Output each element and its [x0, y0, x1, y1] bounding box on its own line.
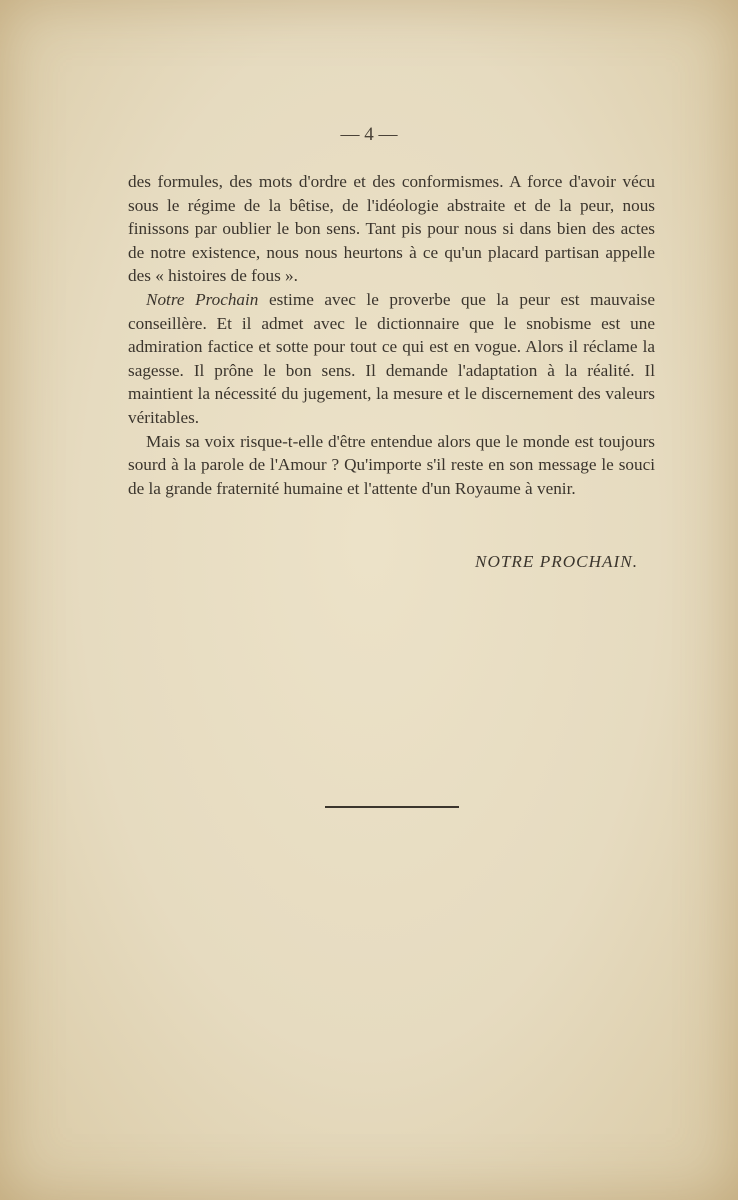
paragraph-1: des formules, des mots d'ordre et des conformismes. A force d'avoir vécu sous le régime de la bêtise, de l'idéologie abstraite et de la peur, nous finissons par oublier le bon sens. Tant pis pour nous si dans bien des actes de notre existence, nous nous heurtons à ce qu'un placard partisan appelle des « histoires de fous ».: [128, 172, 655, 286]
page-number: — 4 —: [340, 124, 398, 145]
paragraph-3: Mais sa voix risque-t-elle d'être entendue alors que le monde est toujours sourd à la parole de l'Amour ? Qu'importe s'il reste en son message le souci de la grande fraternité humaine et l'attente d'un Royaume à venir.: [128, 431, 655, 498]
paragraph-2: [128, 288, 655, 430]
paragraph-2-text: estime avec le proverbe que la peur est mauvaise conseillère. Et il admet avec le dictionnaire que le snobisme est une admiration factice et sotte pour tout ce qui est en vogue. Alors il réclame la sagesse. Il prône le bon sens. Il demande l'adaptation à la réalité. Il maintient la nécessité du jugement, la mesure et le discernement des valeurs véritables.: [128, 289, 655, 427]
body-text: [128, 170, 655, 500]
signature: NOTRE PROCHAIN.: [475, 552, 638, 571]
end-rule: [325, 806, 459, 808]
journal-name: Notre Prochain: [146, 289, 259, 309]
